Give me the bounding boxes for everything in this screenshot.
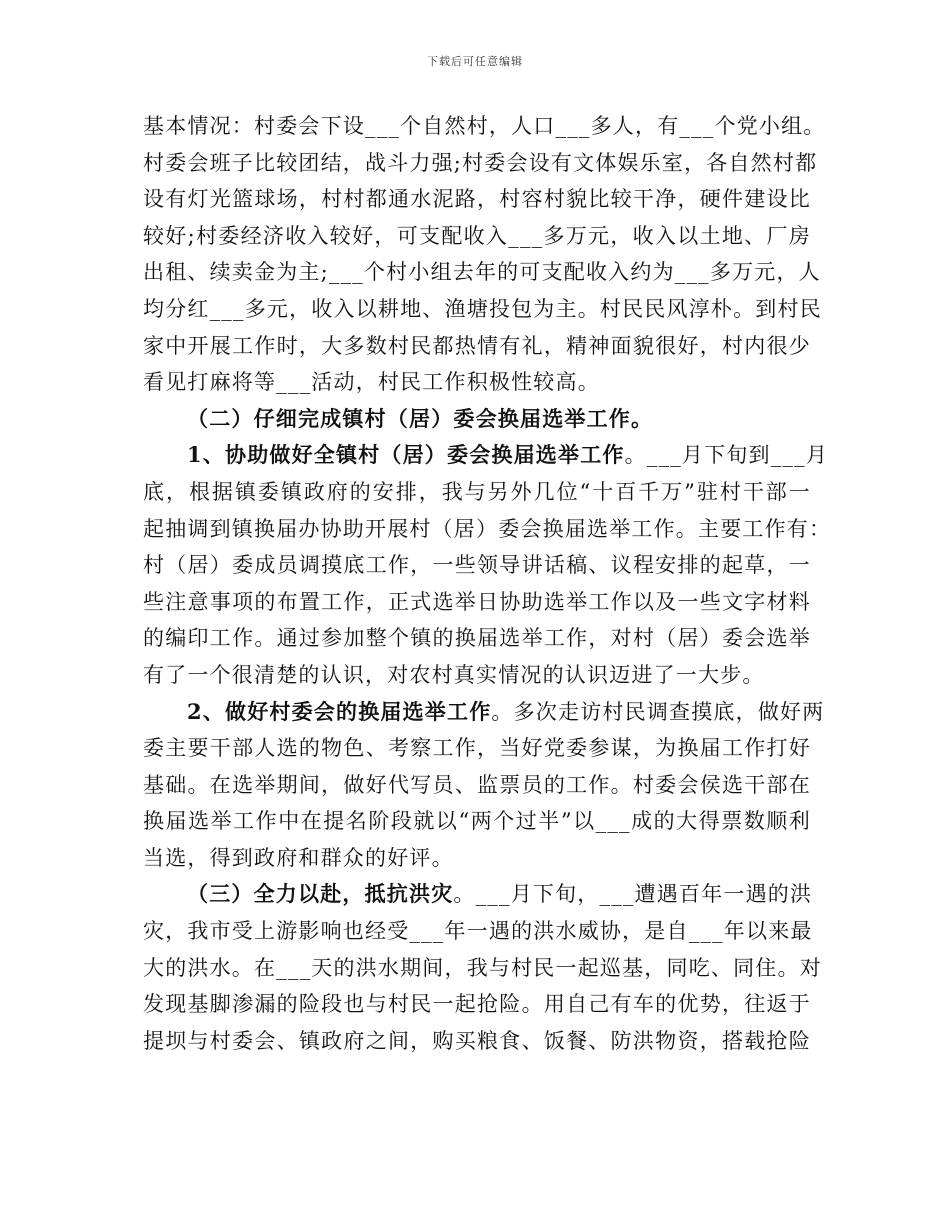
text-line: 村委会班子比较团结，战斗力强;村委会设有文体娱乐室，各自然村都 [143,150,818,175]
text-line: 换届选举工作中在提名阶段就以“两个过半”以___成的大得票数顺利 [143,809,811,834]
paragraph-lead: 1、协助做好全镇村（居）委会换届选举工作 [187,442,625,468]
page-header: 下载后可任意编辑 [427,55,523,68]
text-line [143,437,829,474]
paragraph-village-election [143,694,825,877]
text-line: 基本情况：村委会下设___个自然村，人口___多人，有___个党小组。 [143,114,826,138]
text-span: 。___月下旬，___遭遇百年一遇的洪 [453,882,813,907]
text-line: 底，根据镇委镇政府的安排，我与另外几位“十百千万”驻村干部一 [143,479,811,504]
text-line: 发现基脚渗漏的险段也与村民一起抢险。用自己有车的优势，往返于 [143,992,811,1017]
text-line: 基础。在选举期间，做好代写员、监票员的工作。村委会侯选干部在 [143,772,811,797]
paragraph-lead: 2、做好村委会的换届选举工作 [187,698,492,724]
text-line: 灾，我市受上游影响也经受___年一遇的洪水威协，是自___年以来最 [143,919,813,944]
text-line: 些注意事项的布置工作，正式选举日协助选举工作以及一些文字材料 [143,589,811,614]
text-line [143,694,825,731]
text-line: 设有灯光篮球场，村村都通水泥路，村容村貌比较干净，硬件建设比 [143,187,811,212]
paragraph-lead: （三）全力以赴，抵抗洪灾 [187,881,454,907]
text-line: 较好;村委经济收入较好，可支配收入___多万元，收入以土地、厂房 [143,223,811,248]
text-line: 出租、续卖金为主;___个村小组去年的可支配收入约为___多万元，人 [143,260,821,285]
text-line: 看见打麻将等___活动，村民工作积极性较高。 [143,370,600,395]
paragraph-flood-fighting [143,876,822,1059]
text-line: 提坝与村委会、镇政府之间，购买粮食、饭餐、防洪物资，搭载抢险 [143,1028,811,1053]
text-line: 委主要干部人选的物色、考察工作，当好党委参谋，为换届工作打好 [143,736,811,761]
text-line: 村（居）委成员调摸底工作，一些领导讲话稿、议程安排的起草，一 [143,553,811,578]
text-span: 。多次走访村民调查摸底，做好两 [491,699,825,724]
text-line: 当选，得到政府和群众的好评。 [143,845,454,870]
text-line [143,876,811,913]
text-line: 的编印工作。通过参加整个镇的换届选举工作，对村（居）委会选举 [143,626,811,651]
text-line: 起抽调到镇换届办协助开展村（居）委会换届选举工作。主要工作有： [143,516,832,541]
document-body [143,108,832,1059]
section-heading: （二）仔细完成镇村（居）委会换届选举工作。 [187,405,654,431]
text-span: 。___月下旬到___月 [624,443,829,468]
paragraph-basic-situation [143,108,826,401]
text-line: 家中开展工作时，大多数村民都热情有礼，精神面貌很好，村内很少 [143,333,811,358]
text-line: 均分红___多元，收入以耕地、渔塘投包为主。村民民风淳朴。到村民 [143,296,822,321]
paragraph-assist-election [143,437,832,693]
text-line: 有了一个很清楚的认识，对农村真实情况的认识迈进了一大步。 [143,662,765,687]
text-line: 大的洪水。在___天的洪水期间，我与村民一起巡基，同吃、同住。对 [143,955,822,980]
